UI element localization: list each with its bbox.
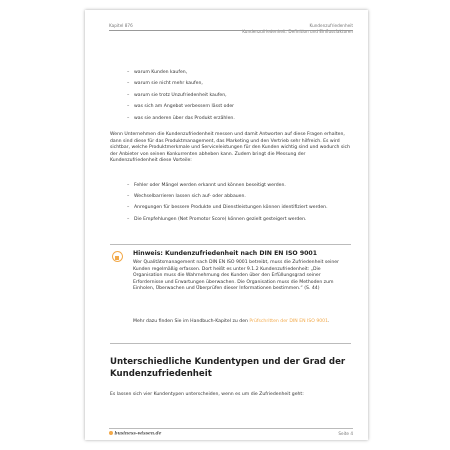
advantages-list — [127, 183, 347, 228]
header-title-line2: Kundenzufriedenheit: Definition und Einflussfaktoren — [242, 28, 353, 34]
section-heading: Unterschiedliche Kundentypen und der Grad der Kundenzufriedenheit — [110, 357, 346, 379]
footer-logo — [109, 431, 161, 437]
header-chapter: Kapitel 876 — [109, 23, 133, 28]
page-number: Seite 4 — [338, 431, 353, 436]
hint-more-text — [133, 319, 343, 326]
list-item: – Fehler oder Mängel werden erkannt und können beseitigt werden. — [127, 183, 347, 189]
logo-dot-icon — [109, 431, 113, 435]
logo-text: business-wissen.de — [114, 431, 162, 437]
footer-divider — [109, 428, 353, 429]
list-item: – Die Empfehlungen (Net Promotor Score) können gezielt gesteigert werden. — [127, 217, 347, 223]
document-page — [85, 10, 368, 440]
hint-title: Hinweis: Kundenzufriedenheit nach DIN EN ISO 9001 — [133, 250, 318, 257]
header-title — [242, 23, 353, 35]
list-item: – Wechselbarrieren lassen sich auf- oder abbauen. — [127, 194, 347, 200]
reasons-list — [127, 70, 347, 127]
hint-icon — [112, 251, 123, 262]
body-paragraph: Wenn Unternehmen die Kundenzufriedenheit messen und damit Antworten auf diese Fragen erhalten, dann sind diese für das Produktmanagement, das Marketing und den Vertrieb sehr hilfreich. Es wird sichtbar, welche Produktmerkmale und Serviceleistungen für den Kunden wichtig sind und wodurch sich der Anbieter von seinen Konkurrenten abheben kann. Zudem bringt die Messung der Kundenzufriedenheit diese Vorteile: — [110, 132, 350, 164]
hint-divider-bottom — [110, 343, 351, 344]
list-item: – warum Kunden kaufen, — [127, 70, 347, 76]
list-item: – was sie anderen über das Produkt erzählen. — [127, 116, 347, 122]
hint-more-suffix: . — [328, 319, 330, 324]
list-item: – was sich am Angebot verbessern lässt oder — [127, 104, 347, 110]
header-divider — [109, 30, 353, 31]
hint-body: Wer Qualitätsmanagement nach DIN EN ISO 9001 betreibt, muss die Zufriedenheit seiner Kunden regelmäßig erfassen. Dort heißt es unter 9.1.2 Kundenzufriedenheit: „Die Organisation muss die Wahrnehmung des Kunden über den Erfüllungsgrad seiner Erfordernisse und Erwartungen überwachen. Die Organisation muss die Methoden zum Einholen, Überwachen und Überprüfen dieser Informationen bestimmen.“ (S. 44) — [133, 260, 339, 292]
hint-more-prefix: Mehr dazu finden Sie im Handbuch-Kapitel zu den — [133, 319, 250, 324]
header-title-line1: Kundenzufriedenheit — [309, 23, 353, 28]
iso-9001-link[interactable]: Prüfschritten der DIN EN ISO 9001 — [249, 319, 329, 324]
list-item: – warum sie trotz Unzufriedenheit kaufen, — [127, 93, 347, 99]
hint-divider-top — [110, 244, 351, 245]
list-item: – warum sie nicht mehr kaufen, — [127, 81, 347, 87]
body-paragraph: Es lassen sich vier Kundentypen unterscheiden, wenn es um die Zufriedenheit geht: — [110, 392, 304, 397]
list-item: – Anregungen für bessere Produkte und Dienstleistungen können identifiziert werden. — [127, 205, 347, 211]
